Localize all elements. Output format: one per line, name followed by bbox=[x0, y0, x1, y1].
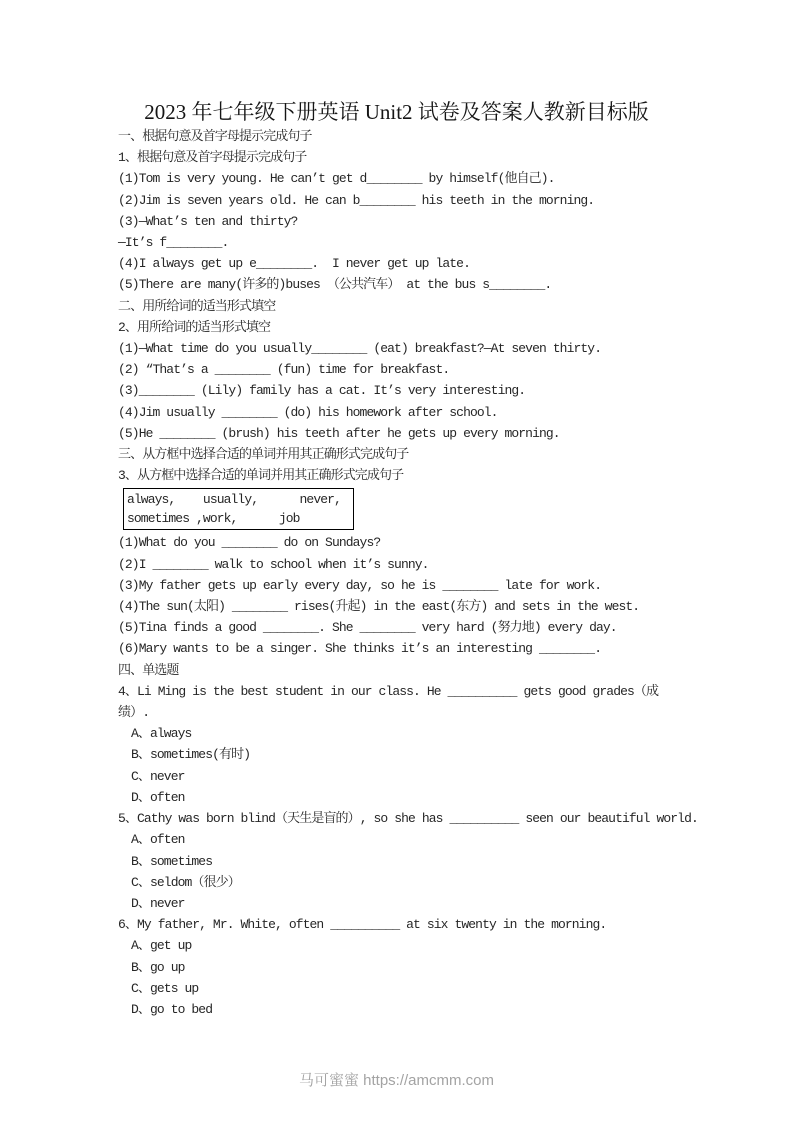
question-line: (1)Tom is very young. He can’t get d________ by himself(他自己). bbox=[118, 171, 555, 187]
option-line: B、sometimes(有时) bbox=[131, 747, 251, 763]
question-line: (5)Tina finds a good ________. She ________ very hard (努力地) every day. bbox=[118, 620, 617, 636]
question-line: —It’s f________. bbox=[118, 235, 229, 251]
option-line: C、seldom（很少） bbox=[131, 874, 240, 890]
question-line: (3)—What’s ten and thirty? bbox=[118, 213, 298, 229]
subsection-heading: 3、从方框中选择合适的单词并用其正确形式完成句子 bbox=[118, 468, 404, 484]
option-line: B、go up bbox=[131, 959, 185, 975]
section-heading: 一、根据句意及首字母提示完成句子 bbox=[118, 129, 312, 144]
question-line: (2) “That’s a ________ (fun) time for breakfast. bbox=[118, 362, 450, 378]
document-title: 2023 年七年级下册英语 Unit2 试卷及答案人教新目标版 bbox=[144, 100, 649, 124]
word-bank-box bbox=[123, 488, 354, 530]
option-line: C、gets up bbox=[131, 980, 199, 996]
option-line: D、go to bed bbox=[131, 1001, 213, 1017]
question-line: 6、My father, Mr. White, often __________ at six twenty in the morning. bbox=[118, 917, 607, 933]
word-bank-row: always, usually, never, bbox=[127, 492, 341, 508]
question-line: 4、Li Ming is the best student in our class. He __________ gets good grades（成绩）. bbox=[118, 683, 659, 721]
question-line: (2)Jim is seven years old. He can b________ his teeth in the morning. bbox=[118, 192, 595, 208]
option-line: D、often bbox=[131, 789, 185, 805]
question-line: (4)The sun(太阳) ________ rises(升起) in the east(东方) and sets in the west. bbox=[118, 599, 640, 615]
option-line: D、never bbox=[131, 895, 185, 911]
question-line: (1)What do you ________ do on Sundays? bbox=[118, 535, 381, 551]
section-heading: 三、从方框中选择合适的单词并用其正确形式完成句子 bbox=[118, 447, 409, 463]
subsection-heading: 2、用所给词的适当形式填空 bbox=[118, 319, 271, 335]
question-line: (4)Jim usually ________ (do) his homework after school. bbox=[118, 404, 498, 420]
question-line: (3)________ (Lily) family has a cat. It’s very interesting. bbox=[118, 383, 526, 399]
document-body bbox=[118, 126, 704, 1020]
section-heading: 二、用所给词的适当形式填空 bbox=[118, 298, 276, 314]
option-line: A、always bbox=[131, 726, 192, 742]
subsection-heading: 1、根据句意及首字母提示完成句子 bbox=[118, 150, 307, 166]
option-line: B、sometimes bbox=[131, 853, 213, 869]
option-line: A、get up bbox=[131, 938, 192, 954]
question-line: (6)Mary wants to be a singer. She thinks it’s an interesting ________. bbox=[118, 641, 602, 657]
option-line: A、often bbox=[131, 832, 185, 848]
question-line: (5)He ________ (brush) his teeth after he gets up every morning. bbox=[118, 425, 560, 441]
site-watermark: 马可蜜蜜 https://amcmm.com bbox=[298, 1072, 495, 1089]
question-line: (5)There are many(许多的)buses （公共汽车） at the bus s________. bbox=[118, 277, 552, 293]
question-line: (4)I always get up e________. I never get up late. bbox=[118, 256, 470, 272]
question-line: (3)My father gets up early every day, so he is ________ late for work. bbox=[118, 577, 602, 593]
question-line: (1)—What time do you usually________ (eat) breakfast?—At seven thirty. bbox=[118, 341, 602, 357]
question-line: 5、Cathy was born blind（天生是盲的）, so she has __________ seen our beautiful world. bbox=[118, 811, 698, 827]
section-heading: 四、单选题 bbox=[118, 662, 179, 678]
option-line: C、never bbox=[131, 768, 185, 784]
word-bank-row: sometimes ,work, job bbox=[127, 511, 300, 527]
question-line: (2)I ________ walk to school when it’s sunny. bbox=[118, 556, 429, 572]
